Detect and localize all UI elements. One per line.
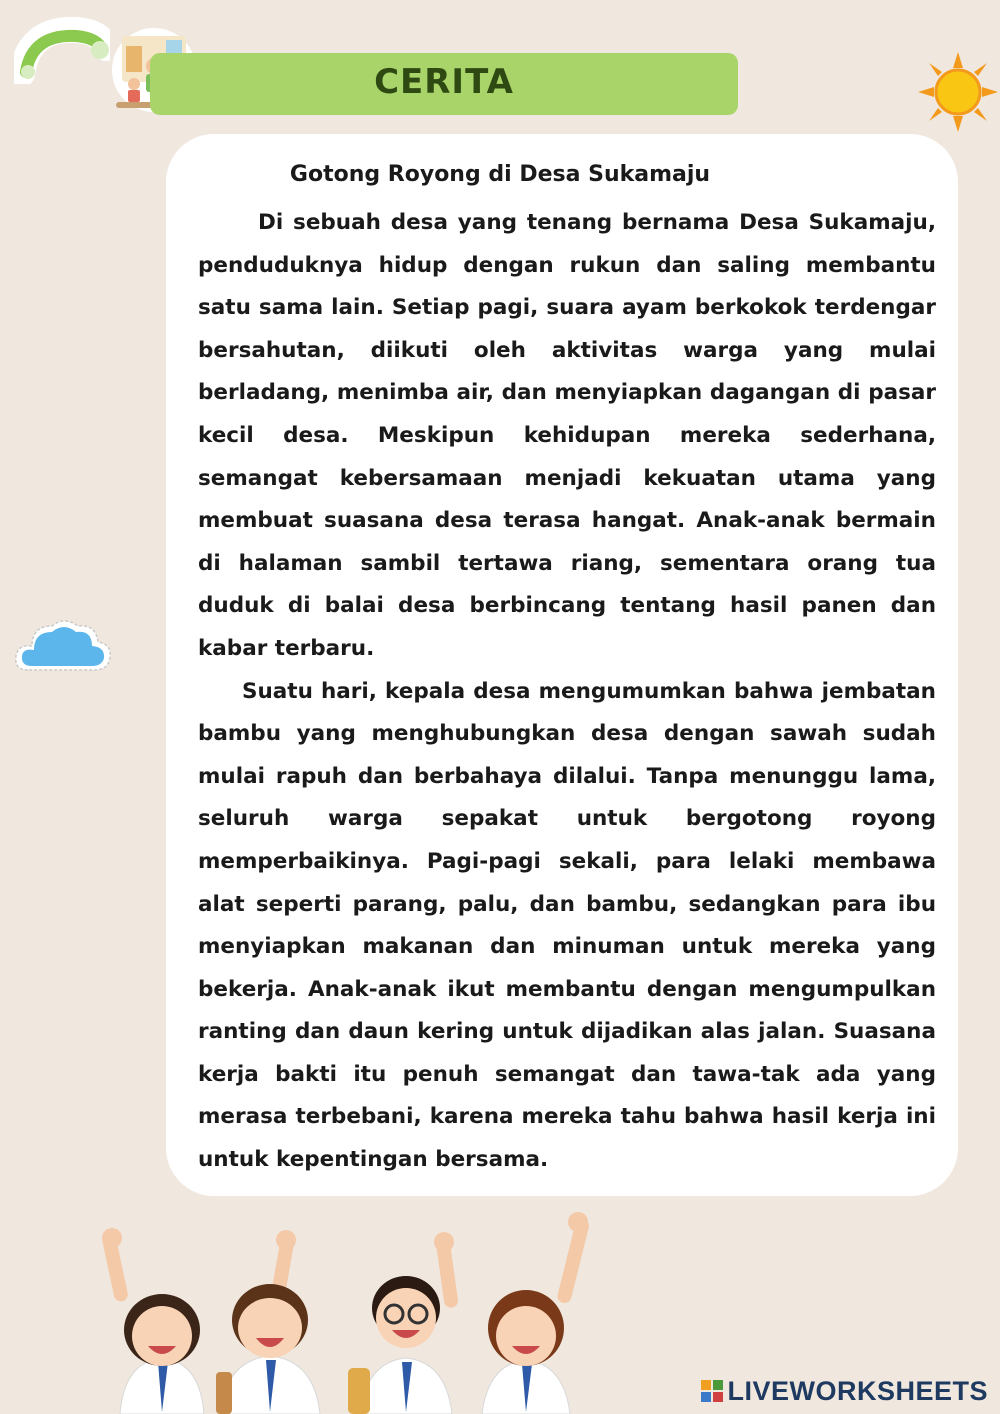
story-body: [198, 202, 936, 1182]
liveworksheets-logo-icon: [701, 1380, 723, 1402]
brand-text: LIVEWORKSHEETS: [727, 1375, 988, 1406]
header-banner: [150, 53, 738, 115]
cloud-icon: [12, 612, 114, 680]
story-paragraph: Suatu hari, kepala desa mengumumkan bahwa jembatan bambu yang menghubungkan desa dengan sawah sudah mulai rapuh dan berbahaya dilalui. Tanpa menunggu lama, seluruh warga sepakat untuk bergotong royong memperbaikinya. Pagi-pagi sekali, para lelaki membawa alat seperti parang, palu, dan bambu, sedangkan para ibu menyiapkan makanan dan minuman untuk mereka yang bekerja. Anak-anak ikut membantu dengan mengumpulkan ranting dan daun kering untuk dijadikan alas jalan. Suasana kerja bakti itu penuh semangat dan tawa-tak ada yang merasa terbebani, karena mereka tahu bahwa hasil kerja ini untuk kepentingan bersama.: [198, 678, 936, 1173]
story-title: Gotong Royong di Desa Sukamaju: [289, 162, 711, 187]
students-illustration: [90, 1212, 610, 1414]
rainbow-icon: [14, 14, 110, 84]
page-title: CERITA: [374, 62, 514, 102]
sun-icon: [916, 50, 1000, 134]
story-paragraph: Di sebuah desa yang tenang bernama Desa Sukamaju, penduduknya hidup dengan rukun dan saling membantu satu sama lain. Setiap pagi, suara ayam berkokok terdengar bersahutan, diikuti oleh aktivitas warga yang mulai berladang, menimba air, dan menyiapkan dagangan di pasar kecil desa. Meskipun kehidupan mereka sederhana, semangat kebersamaan menjadi kekuatan utama yang membuat suasana desa terasa hangat. Anak-anak bermain di halaman sambil tertawa riang, sementara orang tua duduk di balai desa berbincang tentang hasil panen dan kabar terbaru.: [198, 210, 936, 661]
liveworksheets-brand: [701, 1376, 988, 1406]
